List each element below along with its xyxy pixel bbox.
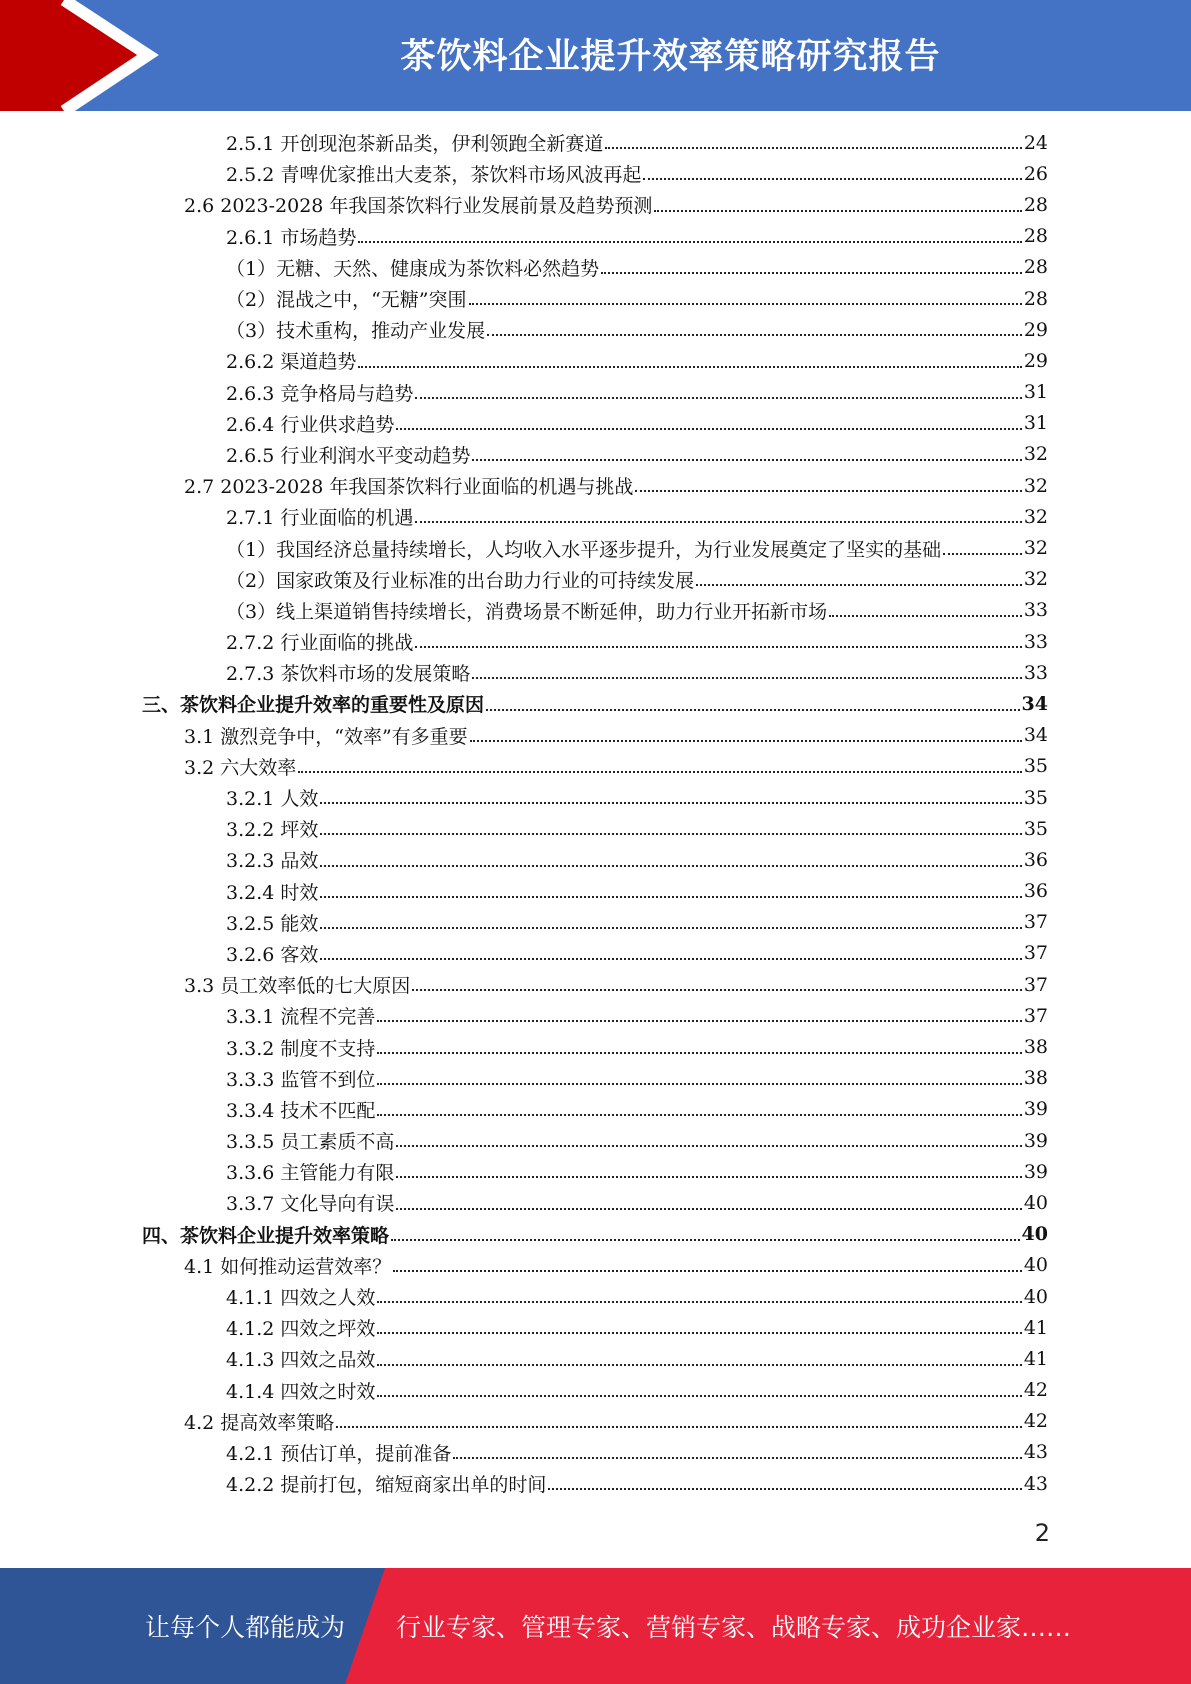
toc-dot-leader bbox=[469, 302, 1022, 305]
toc-dot-leader bbox=[336, 1425, 1022, 1428]
toc-entry-page: 32 bbox=[1023, 537, 1048, 560]
toc-entry-title: 2.6.2 渠道趋势 bbox=[226, 351, 357, 374]
toc-entry[interactable] bbox=[142, 532, 1048, 563]
toc-dot-leader bbox=[377, 1019, 1021, 1022]
toc-dot-leader bbox=[320, 801, 1021, 804]
toc-entry-title: 3.3.1 流程不完善 bbox=[226, 1006, 376, 1029]
toc-entry-title: 2.7.1 行业面临的机遇 bbox=[226, 507, 414, 530]
toc-dot-leader bbox=[829, 614, 1022, 617]
toc-entry-title: 3.2.1 人效 bbox=[226, 788, 319, 811]
toc-entry-page: 28 bbox=[1023, 225, 1048, 248]
toc-entry-page: 29 bbox=[1023, 349, 1048, 372]
toc-dot-leader bbox=[393, 1269, 1022, 1272]
toc-entry-page: 37 bbox=[1023, 942, 1048, 965]
toc-entry[interactable] bbox=[142, 252, 1048, 283]
toc-entry-page: 32 bbox=[1023, 505, 1048, 528]
toc-entry[interactable] bbox=[142, 1000, 1048, 1031]
toc-entry-page: 39 bbox=[1023, 1160, 1048, 1183]
toc-entry-page: 33 bbox=[1023, 630, 1048, 653]
toc-entry-page: 42 bbox=[1023, 1379, 1048, 1402]
toc-dot-leader bbox=[472, 458, 1021, 461]
toc-entry-page: 31 bbox=[1023, 412, 1048, 435]
toc-entry[interactable] bbox=[142, 1343, 1048, 1374]
toc-dot-leader bbox=[391, 1238, 1020, 1241]
toc-dot-leader bbox=[548, 1487, 1021, 1490]
toc-entry-page: 35 bbox=[1023, 786, 1048, 809]
toc-dot-leader bbox=[487, 333, 1022, 336]
toc-entry-title: 3.3 员工效率低的七大原因 bbox=[184, 975, 411, 998]
toc-entry[interactable] bbox=[142, 1375, 1048, 1406]
toc-entry-page: 36 bbox=[1023, 848, 1048, 871]
toc-entry-page: 38 bbox=[1023, 1036, 1048, 1059]
toc-entry-page: 43 bbox=[1023, 1472, 1048, 1495]
toc-entry-title: 2.6.4 行业供求趋势 bbox=[226, 413, 395, 436]
toc-dot-leader bbox=[415, 520, 1021, 523]
table-of-contents bbox=[142, 127, 1048, 1499]
toc-dot-leader bbox=[377, 1082, 1021, 1085]
toc-entry-title: 4.2.1 预估订单，提前准备 bbox=[226, 1442, 452, 1465]
toc-entry-title: 3.2.4 时效 bbox=[226, 881, 319, 904]
toc-entry[interactable] bbox=[142, 1063, 1048, 1094]
toc-entry-page: 40 bbox=[1023, 1254, 1048, 1277]
toc-entry-page: 42 bbox=[1023, 1410, 1048, 1433]
toc-dot-leader bbox=[396, 427, 1021, 430]
toc-entry[interactable] bbox=[142, 439, 1048, 470]
page-number: 2 bbox=[1034, 1519, 1050, 1547]
toc-entry[interactable] bbox=[142, 720, 1048, 751]
toc-entry[interactable] bbox=[142, 1219, 1048, 1250]
toc-entry-title: 四、茶饮料企业提升效率策略 bbox=[142, 1224, 390, 1247]
toc-dot-leader bbox=[396, 1175, 1021, 1178]
toc-entry-title: 4.2 提高效率策略 bbox=[184, 1411, 335, 1434]
page-header bbox=[0, 0, 1191, 111]
toc-entry-page: 32 bbox=[1023, 443, 1048, 466]
toc-entry-page: 39 bbox=[1023, 1129, 1048, 1152]
toc-entry[interactable] bbox=[142, 1406, 1048, 1437]
toc-dot-leader bbox=[415, 645, 1021, 648]
toc-entry-page: 37 bbox=[1023, 973, 1048, 996]
toc-dot-leader bbox=[320, 832, 1021, 835]
toc-entry[interactable] bbox=[142, 969, 1048, 1000]
toc-entry-title: 2.6.3 竞争格局与趋势 bbox=[226, 382, 414, 405]
toc-entry-page: 28 bbox=[1023, 193, 1048, 216]
toc-dot-leader bbox=[654, 209, 1021, 212]
toc-dot-leader bbox=[377, 1051, 1021, 1054]
toc-entry-page: 26 bbox=[1023, 162, 1048, 185]
toc-entry[interactable] bbox=[142, 938, 1048, 969]
toc-dot-leader bbox=[605, 146, 1021, 149]
toc-dot-leader bbox=[396, 1144, 1021, 1147]
toc-entry-page: 35 bbox=[1023, 755, 1048, 778]
toc-entry[interactable] bbox=[142, 1437, 1048, 1468]
toc-entry-title: 3.3.7 文化导向有误 bbox=[226, 1193, 395, 1216]
toc-dot-leader bbox=[472, 676, 1021, 679]
toc-dot-leader bbox=[320, 864, 1021, 867]
toc-entry-title: 2.5.1 开创现泡茶新品类，伊利领跑全新赛道 bbox=[226, 133, 604, 156]
toc-dot-leader bbox=[486, 708, 1020, 711]
toc-entry[interactable] bbox=[142, 688, 1048, 719]
toc-dot-leader bbox=[377, 1394, 1021, 1397]
toc-entry[interactable] bbox=[142, 1094, 1048, 1125]
toc-entry[interactable] bbox=[142, 189, 1048, 220]
toc-entry-page: 32 bbox=[1023, 474, 1048, 497]
toc-dot-leader bbox=[358, 240, 1021, 243]
toc-entry[interactable] bbox=[142, 626, 1048, 657]
toc-entry-title: 3.3.6 主管能力有限 bbox=[226, 1162, 395, 1185]
toc-entry-title: 2.7.2 行业面临的挑战 bbox=[226, 632, 414, 655]
toc-entry-title: 3.3.4 技术不匹配 bbox=[226, 1099, 376, 1122]
toc-dot-leader bbox=[377, 1300, 1021, 1303]
toc-entry[interactable] bbox=[142, 1281, 1048, 1312]
toc-entry-title: （1）无糖、天然、健康成为茶饮料必然趋势 bbox=[226, 257, 600, 280]
toc-entry-title: （2）国家政策及行业标准的出台助力行业的可持续发展 bbox=[226, 569, 695, 592]
toc-entry-title: 2.6.1 市场趋势 bbox=[226, 226, 357, 249]
toc-entry[interactable] bbox=[142, 595, 1048, 626]
toc-dot-leader bbox=[643, 177, 1021, 180]
toc-dot-leader bbox=[415, 396, 1021, 399]
toc-entry-page: 33 bbox=[1023, 661, 1048, 684]
toc-dot-leader bbox=[635, 489, 1021, 492]
toc-entry[interactable] bbox=[142, 221, 1048, 252]
toc-entry-title: （3）线上渠道销售持续增长，消费场景不断延伸，助力行业开拓新市场 bbox=[226, 600, 828, 623]
toc-entry-title: 3.3.2 制度不支持 bbox=[226, 1037, 376, 1060]
toc-entry[interactable] bbox=[142, 470, 1048, 501]
toc-entry-page: 31 bbox=[1023, 381, 1048, 404]
toc-entry[interactable] bbox=[142, 751, 1048, 782]
toc-entry-title: （2）混战之中，“无糖”突围 bbox=[226, 289, 467, 312]
toc-entry-title: 3.2.2 坪效 bbox=[226, 819, 319, 842]
toc-entry-page: 35 bbox=[1023, 817, 1048, 840]
toc-entry[interactable] bbox=[142, 1312, 1048, 1343]
toc-entry[interactable] bbox=[142, 1250, 1048, 1281]
toc-entry[interactable] bbox=[142, 813, 1048, 844]
toc-entry-title: 3.1 激烈竞争中，“效率”有多重要 bbox=[184, 725, 468, 748]
toc-dot-leader bbox=[412, 988, 1022, 991]
toc-entry-page: 34 bbox=[1021, 692, 1048, 715]
toc-entry[interactable] bbox=[142, 377, 1048, 408]
toc-entry-title: 4.1.3 四效之品效 bbox=[226, 1349, 376, 1372]
toc-entry-title: 3.2.6 客效 bbox=[226, 943, 319, 966]
toc-entry-page: 33 bbox=[1023, 599, 1048, 622]
toc-entry-title: 三、茶饮料企业提升效率的重要性及原因 bbox=[142, 694, 485, 717]
toc-entry-title: 3.3.5 员工素质不高 bbox=[226, 1131, 395, 1154]
toc-entry-page: 43 bbox=[1023, 1441, 1048, 1464]
page-footer bbox=[0, 1568, 1191, 1684]
toc-entry[interactable] bbox=[142, 158, 1048, 189]
toc-entry-title: 2.5.2 青啤优家推出大麦茶，茶饮料市场风波再起 bbox=[226, 164, 642, 187]
toc-entry[interactable] bbox=[142, 1468, 1048, 1499]
toc-entry-page: 41 bbox=[1023, 1316, 1048, 1339]
toc-entry-page: 38 bbox=[1023, 1067, 1048, 1090]
toc-entry-page: 37 bbox=[1023, 911, 1048, 934]
toc-entry-title: 3.3.3 监管不到位 bbox=[226, 1068, 376, 1091]
toc-entry-title: 4.1.4 四效之时效 bbox=[226, 1380, 376, 1403]
toc-entry-title: 3.2 六大效率 bbox=[184, 756, 297, 779]
toc-entry[interactable] bbox=[142, 844, 1048, 875]
toc-dot-leader bbox=[358, 365, 1021, 368]
toc-entry[interactable] bbox=[142, 1187, 1048, 1218]
toc-dot-leader bbox=[601, 271, 1022, 274]
toc-entry-page: 40 bbox=[1023, 1191, 1048, 1214]
toc-entry-page: 32 bbox=[1023, 568, 1048, 591]
toc-entry[interactable] bbox=[142, 1156, 1048, 1187]
toc-dot-leader bbox=[377, 1363, 1021, 1366]
toc-entry[interactable] bbox=[142, 782, 1048, 813]
toc-entry-title: 2.6 2023-2028 年我国茶饮料行业发展前景及趋势预测 bbox=[184, 195, 653, 218]
toc-entry-page: 29 bbox=[1023, 318, 1048, 341]
toc-entry-title: 4.2.2 提前打包，缩短商家出单的时间 bbox=[226, 1474, 547, 1497]
toc-entry[interactable] bbox=[142, 127, 1048, 158]
toc-entry[interactable] bbox=[142, 345, 1048, 376]
toc-entry-title: 2.7 2023-2028 年我国茶饮料行业面临的机遇与挑战 bbox=[184, 476, 634, 499]
toc-entry[interactable] bbox=[142, 907, 1048, 938]
toc-entry[interactable] bbox=[142, 657, 1048, 688]
report-title: 茶饮料企业提升效率策略研究报告 bbox=[400, 37, 941, 77]
toc-entry-page: 36 bbox=[1023, 880, 1048, 903]
toc-dot-leader bbox=[696, 583, 1022, 586]
toc-entry-page: 28 bbox=[1023, 287, 1048, 310]
toc-entry-title: 4.1 如何推动运营效率？ bbox=[184, 1255, 392, 1278]
footer-slogan-left: 让每个人都能成为 bbox=[144, 1613, 345, 1642]
toc-entry[interactable] bbox=[142, 314, 1048, 345]
toc-dot-leader bbox=[470, 739, 1022, 742]
footer-slogan-right: 行业专家、管理专家、营销专家、战略专家、成功企业家…… bbox=[396, 1613, 1072, 1642]
toc-dot-leader bbox=[453, 1456, 1021, 1459]
toc-entry-page: 34 bbox=[1023, 724, 1048, 747]
toc-entry[interactable] bbox=[142, 1125, 1048, 1156]
toc-dot-leader bbox=[377, 1113, 1021, 1116]
toc-entry-page: 40 bbox=[1021, 1223, 1048, 1246]
toc-entry-title: （1）我国经济总量持续增长，人均收入水平逐步提升，为行业发展奠定了坚实的基础 bbox=[226, 538, 942, 561]
toc-entry-title: 3.2.3 品效 bbox=[226, 850, 319, 873]
toc-entry-page: 24 bbox=[1023, 131, 1048, 154]
toc-entry[interactable] bbox=[142, 1031, 1048, 1062]
toc-entry-title: 3.2.5 能效 bbox=[226, 912, 319, 935]
toc-dot-leader bbox=[320, 895, 1021, 898]
toc-entry-title: 4.1.1 四效之人效 bbox=[226, 1287, 376, 1310]
toc-entry-page: 41 bbox=[1023, 1347, 1048, 1370]
toc-entry[interactable] bbox=[142, 501, 1048, 532]
toc-dot-leader bbox=[396, 1207, 1021, 1210]
toc-dot-leader bbox=[320, 957, 1021, 960]
toc-dot-leader bbox=[298, 770, 1022, 773]
toc-entry[interactable] bbox=[142, 564, 1048, 595]
toc-entry[interactable] bbox=[142, 283, 1048, 314]
toc-entry-page: 37 bbox=[1023, 1004, 1048, 1027]
toc-entry-page: 39 bbox=[1023, 1098, 1048, 1121]
toc-dot-leader bbox=[320, 926, 1021, 929]
toc-entry-title: 2.6.5 行业利润水平变动趋势 bbox=[226, 444, 471, 467]
toc-entry[interactable] bbox=[142, 876, 1048, 907]
toc-dot-leader bbox=[943, 552, 1022, 555]
toc-entry-page: 28 bbox=[1023, 256, 1048, 279]
toc-entry-page: 40 bbox=[1023, 1285, 1048, 1308]
toc-entry-title: 2.7.3 茶饮料市场的发展策略 bbox=[226, 663, 471, 686]
toc-entry-title: （3）技术重构，推动产业发展 bbox=[226, 320, 486, 343]
toc-entry-title: 4.1.2 四效之坪效 bbox=[226, 1318, 376, 1341]
toc-dot-leader bbox=[377, 1331, 1021, 1334]
toc-entry[interactable] bbox=[142, 408, 1048, 439]
